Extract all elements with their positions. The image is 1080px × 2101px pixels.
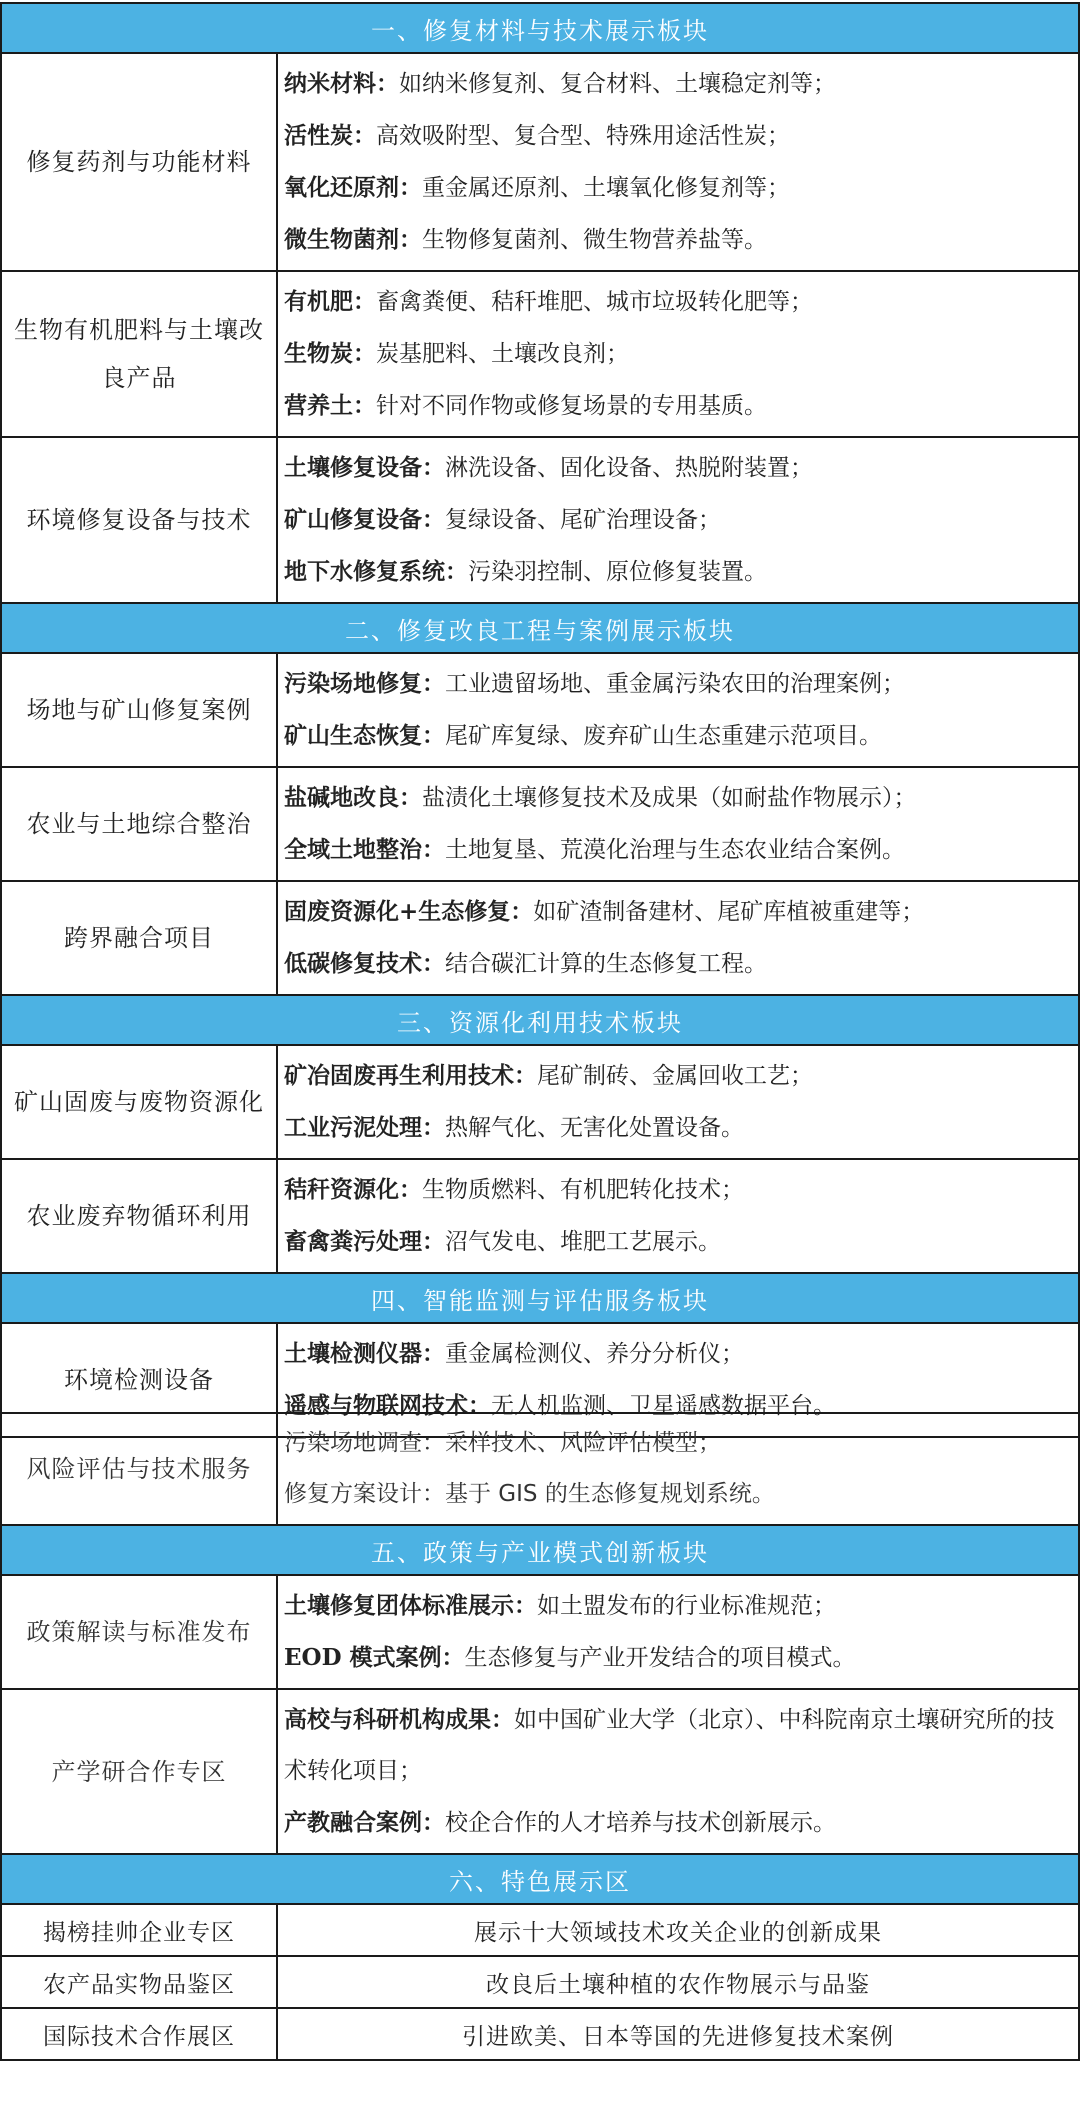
item-text: 淋洗设备、固化设备、热脱附装置； xyxy=(445,455,813,481)
category-cell: 矿山固废与废物资源化 xyxy=(1,1045,277,1159)
detail-cell xyxy=(277,767,1079,881)
item-label: 高校与科研机构成果： xyxy=(284,1706,514,1733)
item-label: 纳米材料： xyxy=(284,70,399,97)
item-label: 矿冶固废再生利用技术： xyxy=(284,1062,537,1089)
section-title: 四、智能监测与评估服务板块 xyxy=(1,1273,1079,1323)
section-header-3 xyxy=(1,995,1079,1045)
detail-cell xyxy=(277,1159,1079,1273)
item-text: 如中国矿业大学（北京）、中科院南京土壤研究所的技术转化项目； xyxy=(284,1707,1055,1784)
section-header-2 xyxy=(1,603,1079,653)
table-row xyxy=(1,767,1079,881)
item-label: 秸秆资源化： xyxy=(284,1176,422,1203)
item-label: 微生物菌剂： xyxy=(284,226,422,253)
item-label: 活性炭： xyxy=(284,122,376,149)
item-text: 炭基肥料、土壤改良剂； xyxy=(376,341,629,367)
item-text: 盐渍化土壤修复技术及成果（如耐盐作物展示）； xyxy=(422,785,917,811)
item-text: 污染羽控制、原位修复装置。 xyxy=(468,559,767,585)
item-text: 无人机监测、卫星遥感数据平台。 xyxy=(491,1393,836,1419)
detail-cell xyxy=(277,437,1079,603)
item-label: 修复方案设计： xyxy=(284,1481,445,1507)
item-text: 基于 GIS 的生态修复规划系统。 xyxy=(445,1481,775,1507)
section-title: 一、修复材料与技术展示板块 xyxy=(1,3,1079,53)
item-label: 工业污泥处理： xyxy=(284,1114,445,1141)
item-text: 工业遗留场地、重金属污染农田的治理案例； xyxy=(445,671,905,697)
table-row xyxy=(1,53,1079,271)
category-cell: 国际技术合作展区 xyxy=(1,2008,277,2060)
item-label: 矿山修复设备： xyxy=(284,506,445,533)
section-title: 五、政策与产业模式创新板块 xyxy=(1,1525,1079,1575)
section-title: 三、资源化利用技术板块 xyxy=(1,995,1079,1045)
item-label: 土壤修复团体标准展示： xyxy=(284,1592,537,1619)
item-label: 盐碱地改良： xyxy=(284,784,422,811)
detail-cell xyxy=(277,271,1079,437)
section-header-1 xyxy=(1,3,1079,53)
item-text: 如矿渣制备建材、尾矿库植被重建等； xyxy=(533,899,925,925)
category-cell: 跨界融合项目 xyxy=(1,881,277,995)
section-header-6 xyxy=(1,1854,1079,1904)
item-label: 地下水修复系统： xyxy=(284,558,468,585)
item-label: 污染场地修复： xyxy=(284,670,445,697)
category-cell: 修复药剂与功能材料 xyxy=(1,53,277,271)
category-cell: 揭榜挂帅企业专区 xyxy=(1,1904,277,1956)
item-text: 如土盟发布的行业标准规范； xyxy=(537,1593,836,1619)
detail-cell xyxy=(277,1689,1079,1854)
section-header-4 xyxy=(1,1273,1079,1323)
item-text: 高效吸附型、复合型、特殊用途活性炭； xyxy=(376,123,790,149)
item-text: 生态修复与产业开发结合的项目模式。 xyxy=(464,1645,856,1671)
table-row xyxy=(1,1956,1079,2008)
item-label: 生物炭： xyxy=(284,340,376,367)
detail-cell: 引进欧美、日本等国的先进修复技术案例 xyxy=(277,2008,1079,2060)
category-cell: 产学研合作专区 xyxy=(1,1689,277,1854)
table-row xyxy=(1,1045,1079,1159)
category-cell: 农业与土地综合整治 xyxy=(1,767,277,881)
item-text: 沼气发电、堆肥工艺展示。 xyxy=(445,1229,721,1255)
category-cell: 环境检测设备 xyxy=(1,1323,277,1437)
category-cell: 农业废弃物循环利用 xyxy=(1,1159,277,1273)
item-label: 遥感与物联网技术： xyxy=(284,1392,491,1419)
item-label: 污染场地调查： xyxy=(284,1430,445,1456)
item-text: 重金属还原剂、土壤氧化修复剂等； xyxy=(422,175,790,201)
item-label: 土壤检测仪器： xyxy=(284,1340,445,1367)
item-label: 畜禽粪污处理： xyxy=(284,1228,445,1255)
table-row xyxy=(1,271,1079,437)
category-cell: 风险评估与技术服务 xyxy=(1,1413,277,1525)
item-text: 重金属检测仪、养分分析仪； xyxy=(445,1341,744,1367)
detail-cell: 展示十大领域技术攻关企业的创新成果 xyxy=(277,1904,1079,1956)
category-cell: 场地与矿山修复案例 xyxy=(1,653,277,767)
item-text: 生物修复菌剂、微生物营养盐等。 xyxy=(422,227,767,253)
item-text: 畜禽粪便、秸秆堆肥、城市垃圾转化肥等； xyxy=(376,289,813,315)
item-text: 土地复垦、荒漠化治理与生态农业结合案例。 xyxy=(445,837,905,863)
section-header-5 xyxy=(1,1525,1079,1575)
detail-cell xyxy=(277,1045,1079,1159)
item-text: 采样技术、风险评估模型； xyxy=(445,1430,721,1456)
category-cell: 环境修复设备与技术 xyxy=(1,437,277,603)
item-text: 结合碳汇计算的生态修复工程。 xyxy=(445,951,767,977)
item-label: 固废资源化+生态修复： xyxy=(284,898,534,925)
item-label: 营养土： xyxy=(284,392,376,419)
table-row xyxy=(1,437,1079,603)
detail-cell xyxy=(277,881,1079,995)
item-label: 低碳修复技术： xyxy=(284,950,445,977)
exhibition-table-part-2 xyxy=(0,1412,1080,2061)
category-cell: 农产品实物品鉴区 xyxy=(1,1956,277,2008)
table-row xyxy=(1,1689,1079,1854)
item-label: 有机肥： xyxy=(284,288,376,315)
section-title: 二、修复改良工程与案例展示板块 xyxy=(1,603,1079,653)
exhibition-table-part-1 xyxy=(0,2,1080,1438)
table-row xyxy=(1,1159,1079,1273)
table-row xyxy=(1,2008,1079,2060)
item-text: 生物质燃料、有机肥转化技术； xyxy=(422,1177,744,1203)
item-text: 针对不同作物或修复场景的专用基质。 xyxy=(376,393,767,419)
section-title: 六、特色展示区 xyxy=(1,1854,1079,1904)
table-row xyxy=(1,881,1079,995)
category-cell: 政策解读与标准发布 xyxy=(1,1575,277,1689)
item-text: 复绿设备、尾矿治理设备； xyxy=(445,507,721,533)
table-row xyxy=(1,1413,1079,1525)
item-label: 土壤修复设备： xyxy=(284,454,445,481)
detail-cell xyxy=(277,653,1079,767)
detail-cell: 改良后土壤种植的农作物展示与品鉴 xyxy=(277,1956,1079,2008)
item-label: 产教融合案例： xyxy=(284,1809,445,1836)
item-text: 如纳米修复剂、复合材料、土壤稳定剂等； xyxy=(399,71,836,97)
table-row xyxy=(1,1575,1079,1689)
table-row xyxy=(1,653,1079,767)
item-label: EOD 模式案例： xyxy=(284,1644,465,1671)
item-label: 氧化还原剂： xyxy=(284,174,422,201)
table-row xyxy=(1,1904,1079,1956)
item-label: 全域土地整治： xyxy=(284,836,445,863)
item-text: 热解气化、无害化处置设备。 xyxy=(445,1115,744,1141)
item-text: 尾矿制砖、金属回收工艺； xyxy=(537,1063,813,1089)
detail-cell xyxy=(277,53,1079,271)
item-text: 校企合作的人才培养与技术创新展示。 xyxy=(445,1810,836,1836)
detail-cell xyxy=(277,1575,1079,1689)
category-cell: 生物有机肥料与土壤改良产品 xyxy=(1,271,277,437)
detail-cell xyxy=(277,1413,1079,1525)
item-text: 尾矿库复绿、废弃矿山生态重建示范项目。 xyxy=(445,723,882,749)
item-label: 矿山生态恢复： xyxy=(284,722,445,749)
